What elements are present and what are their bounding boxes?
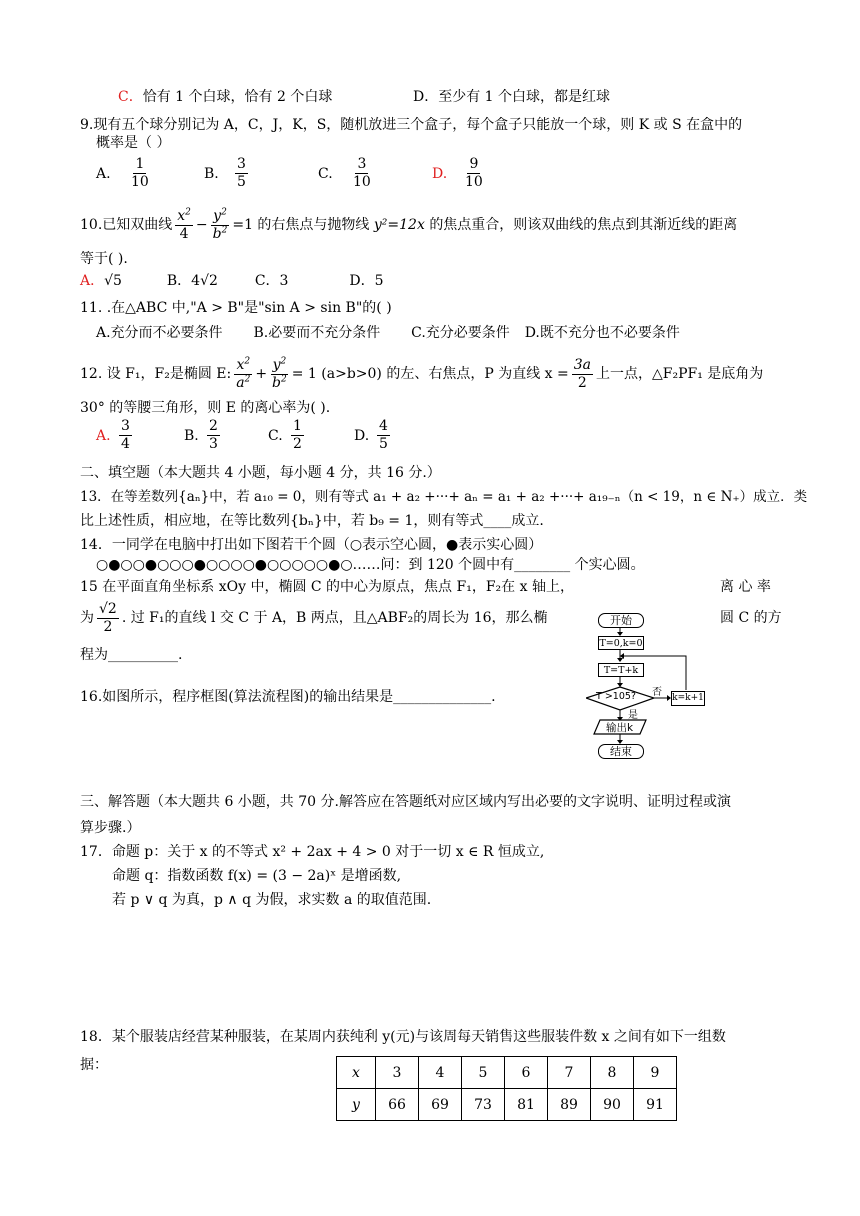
q12-d-num: 4 bbox=[379, 418, 388, 434]
q12-a-den: 4 bbox=[121, 436, 130, 452]
q9-text-line1: 9.现有五个球分别记为 A，C，J，K，S，随机放进三个盒子，每个盒子只能放一个球，则 K 或 S 在盒中的 bbox=[80, 117, 743, 133]
q9-option-a-fraction bbox=[129, 156, 151, 191]
table-cell: 69 bbox=[419, 1089, 462, 1121]
q10-frac-y: $\frac{y^2}{b^2}$ bbox=[212, 206, 228, 242]
q9-d-den: 10 bbox=[465, 174, 483, 190]
table-cell: 4 bbox=[419, 1057, 462, 1089]
q12-option-b-label: B. bbox=[184, 428, 199, 444]
q15-pre: 为 bbox=[80, 610, 94, 626]
q10-line1: 10.已知双曲线 $\frac{x^2}{4}$ − $\frac{y^2}{b^2}$ =1 的右焦点与抛物线 y²=12x 的焦点重合，则该双曲线的焦点到其渐近线的距离 bbox=[80, 206, 738, 242]
flowchart-no-label: 否 bbox=[652, 687, 662, 698]
flowchart-end: 结束 bbox=[598, 744, 644, 759]
flowchart-init: T=0,k=0 bbox=[599, 638, 643, 649]
q12-option-a-fraction bbox=[119, 418, 132, 453]
q9-b-num: 3 bbox=[237, 156, 246, 172]
q12-line1: 12. 设 F₁，F₂是椭圆 E: $\frac{x^2}{a^2}$ + $\frac{y^2}{b^2}$ = 1 (a>b>0) 的左、右焦点，P 为直线 x = $\frac{3a}{2}$ 上一点，△F₂PF₁ 是底角为 bbox=[80, 355, 764, 391]
q12-option-a bbox=[96, 428, 111, 444]
section2-heading: 二、填空题（本大题共 4 小题，每小题 4 分，共 16 分.） bbox=[80, 465, 441, 481]
table-header-y: y bbox=[337, 1089, 376, 1121]
q9-options bbox=[96, 156, 616, 198]
q9-option-c-label: C. bbox=[318, 166, 333, 182]
flowchart-start: 开始 bbox=[598, 613, 644, 628]
section3-heading-line1: 三、解答题（本大题共 6 小题，共 70 分.解答应在答题纸对应区域内写出必要的文字说明、证明过程或演 bbox=[80, 794, 731, 810]
q11-option-d: D.既不充分也不必要条件 bbox=[524, 325, 680, 341]
q9-option-c-fraction bbox=[351, 156, 373, 191]
q10-parabola: y²=12x bbox=[373, 217, 425, 233]
q12-mid: = 1 (a>b>0) 的左、右焦点，P 为直线 x = bbox=[291, 366, 569, 382]
q15-line2 bbox=[80, 598, 548, 638]
table-cell: 81 bbox=[505, 1089, 548, 1121]
q11-option-c: C.充分必要条件 bbox=[411, 325, 510, 341]
table-header-x: x bbox=[337, 1057, 376, 1089]
q15-line3: 程为__________. bbox=[80, 647, 183, 663]
q12-frac-3a2: $\frac{3a}{2}$ bbox=[573, 356, 592, 391]
flowchart-yes-label: 是 bbox=[628, 710, 638, 721]
q12-option-d-label: D. bbox=[354, 428, 370, 444]
q12-a-num: 3 bbox=[121, 418, 130, 434]
q17-line2: 命题 q：指数函数 f(x) = (3 − 2a)ˣ 是增函数, bbox=[112, 868, 402, 884]
q9-c-den: 10 bbox=[353, 174, 371, 190]
q12-option-c bbox=[268, 428, 283, 444]
q10-options bbox=[80, 272, 383, 290]
q12-b-num: 2 bbox=[209, 418, 218, 434]
q11-text: 11. .在△ABC 中,"A > B"是"sin A > sin B"的( ) bbox=[80, 300, 392, 316]
q17-line3: 若 p ∨ q 为真，p ∧ q 为假，求实数 a 的取值范围. bbox=[112, 892, 432, 908]
table-cell: 5 bbox=[462, 1057, 505, 1089]
q12-line2: 30° 的等腰三角形，则 E 的离心率为( ). bbox=[80, 400, 331, 416]
table-row-x bbox=[337, 1057, 677, 1089]
q9-option-c bbox=[318, 166, 333, 182]
table-cell: 73 bbox=[462, 1089, 505, 1121]
q9-b-den: 5 bbox=[237, 174, 246, 190]
q9-option-d-fraction bbox=[463, 156, 485, 191]
q8-option-d bbox=[413, 88, 610, 106]
table-cell: 9 bbox=[634, 1057, 677, 1089]
q12-post: 上一点，△F₂PF₁ 是底角为 bbox=[596, 366, 764, 382]
q9-option-d-label: D. bbox=[432, 166, 448, 182]
q14-line2: ○●○○●○○○●○○○○●○○○○○●○……问：到 120 个圆中有________ 个实心圆。 bbox=[96, 557, 645, 573]
q12-option-b-fraction bbox=[207, 418, 220, 453]
flowchart-condition: T >105? bbox=[596, 691, 636, 702]
q10-line2: 等于( ). bbox=[80, 251, 128, 267]
q9-option-b bbox=[204, 166, 219, 182]
q9-c-num: 3 bbox=[357, 156, 367, 172]
table-cell: 90 bbox=[591, 1089, 634, 1121]
q9-option-a bbox=[96, 166, 111, 182]
q12-b-den: 3 bbox=[209, 436, 218, 452]
data-table bbox=[336, 1056, 677, 1121]
q12-pre: 12. 设 F₁，F₂是椭圆 E: bbox=[80, 366, 232, 382]
q9-a-num: 1 bbox=[135, 156, 145, 172]
q8-option-c-text: 恰有 1 个白球，恰有 2 个白球 bbox=[142, 89, 333, 105]
q8-option-d-label: D． bbox=[413, 89, 439, 105]
flowchart bbox=[586, 610, 716, 760]
q10-pre: 10.已知双曲线 bbox=[80, 217, 173, 233]
q10-post2: 的焦点重合，则该双曲线的焦点到其渐近线的距离 bbox=[429, 217, 738, 233]
q10-option-b-label: B． bbox=[166, 273, 192, 289]
q8-option-c-label: C． bbox=[118, 89, 143, 105]
q11-option-a: A.充分而不必要条件 bbox=[96, 325, 223, 341]
q10-option-c: C．3 bbox=[254, 273, 289, 289]
table-cell: 91 bbox=[634, 1089, 677, 1121]
flowchart-output: 输出k bbox=[606, 722, 634, 734]
q12-frac-y: $\frac{y^2}{b^2}$ bbox=[272, 355, 287, 391]
q12-option-c-fraction bbox=[291, 418, 304, 453]
q10-option-a-value: √5 bbox=[104, 273, 122, 289]
q12-c-num: 1 bbox=[293, 418, 302, 434]
q15-frac-num: √2 bbox=[99, 600, 117, 617]
q12-option-c-label: C. bbox=[268, 428, 283, 444]
q12-d-den: 5 bbox=[379, 436, 388, 452]
q12-option-d bbox=[354, 428, 369, 444]
q18-line2: 据： bbox=[80, 1057, 108, 1073]
table-cell: 6 bbox=[505, 1057, 548, 1089]
q11-options bbox=[96, 324, 680, 342]
q18-line1: 18．某个服装店经营某种服装，在某周内获纯利 y(元)与该周每天销售这些服装件数 x 之间有如下一组数 bbox=[80, 1029, 726, 1045]
q12-option-b bbox=[184, 428, 199, 444]
q10-option-d: D．5 bbox=[349, 273, 384, 289]
table-cell: 7 bbox=[548, 1057, 591, 1089]
flowchart-increment: k=k+1 bbox=[671, 691, 705, 706]
q13-line1: 13．在等差数列{aₙ}中，若 a₁₀ = 0，则有等式 a₁ + a₂ +···+ aₙ = a₁ + a₂ +···+ a₁₉₋ₙ（n < 19，n ∈ N₊）成立．类 bbox=[80, 489, 808, 505]
table-cell: 3 bbox=[376, 1057, 419, 1089]
q11-option-b: B.必要而不充分条件 bbox=[253, 325, 381, 341]
q12-c-den: 2 bbox=[293, 436, 302, 452]
q9-d-num: 9 bbox=[469, 156, 479, 172]
section3-heading-line2: 算步骤.） bbox=[80, 820, 141, 836]
q8-option-d-text: 至少有 1 个白球，都是红球 bbox=[438, 89, 611, 105]
table-cell: 89 bbox=[548, 1089, 591, 1121]
table-cell: 66 bbox=[376, 1089, 419, 1121]
q10-option-a-label: A． bbox=[80, 273, 105, 289]
q9-option-a-label: A. bbox=[96, 166, 111, 182]
q15-line1b: 离 心 率 bbox=[720, 579, 771, 595]
q12-option-a-label: A. bbox=[96, 428, 111, 444]
q9-option-b-fraction bbox=[235, 156, 248, 191]
q17-line1: 17．命题 p：关于 x 的不等式 x² + 2ax + 4 > 0 对于一切 x ∈ R 恒成立, bbox=[80, 844, 545, 860]
q16-text: 16.如图所示，程序框图(算法流程图)的输出结果是______________. bbox=[80, 689, 496, 705]
q9-a-den: 10 bbox=[131, 174, 149, 190]
q12-frac-x: $\frac{x^2}{a^2}$ bbox=[236, 355, 251, 391]
table-cell: 8 bbox=[591, 1057, 634, 1089]
q10-option-b-value: 4√2 bbox=[191, 273, 218, 289]
q15-line2b: 圆 C 的方 bbox=[720, 610, 782, 626]
q15-fraction bbox=[97, 601, 119, 636]
q9-option-b-label: B. bbox=[204, 166, 219, 182]
q8-option-c bbox=[118, 88, 332, 106]
q12-option-d-fraction bbox=[377, 418, 390, 453]
flowchart-connectors bbox=[586, 610, 716, 760]
q14-line1: 14．一同学在电脑中打出如下图若干个圆（○表示空心圆，●表示实心圆） bbox=[80, 537, 543, 553]
q15-frac-den: 2 bbox=[103, 618, 113, 635]
q10-post: =1 的右焦点与抛物线 bbox=[232, 217, 370, 233]
q9-option-d bbox=[432, 166, 447, 182]
table-row-y bbox=[337, 1089, 677, 1121]
q15-line2a: . 过 F₁的直线 l 交 C 于 A，B 两点，且△ABF₂的周长为 16，那么椭 bbox=[121, 610, 548, 626]
q12-options bbox=[96, 418, 456, 460]
flowchart-step: T=T+k bbox=[598, 663, 644, 677]
q13-line2: 比上述性质，相应地，在等比数列{bₙ}中，若 b₉ = 1，则有等式____成立. bbox=[80, 513, 544, 529]
q15-line1a: 15 在平面直角坐标系 xOy 中，椭圆 C 的中心为原点，焦点 F₁，F₂在 x 轴上， bbox=[80, 579, 574, 595]
q9-text-line2: 概率是（ ） bbox=[96, 135, 171, 151]
q10-frac-x: $\frac{x^2}{4}$ bbox=[177, 206, 191, 242]
